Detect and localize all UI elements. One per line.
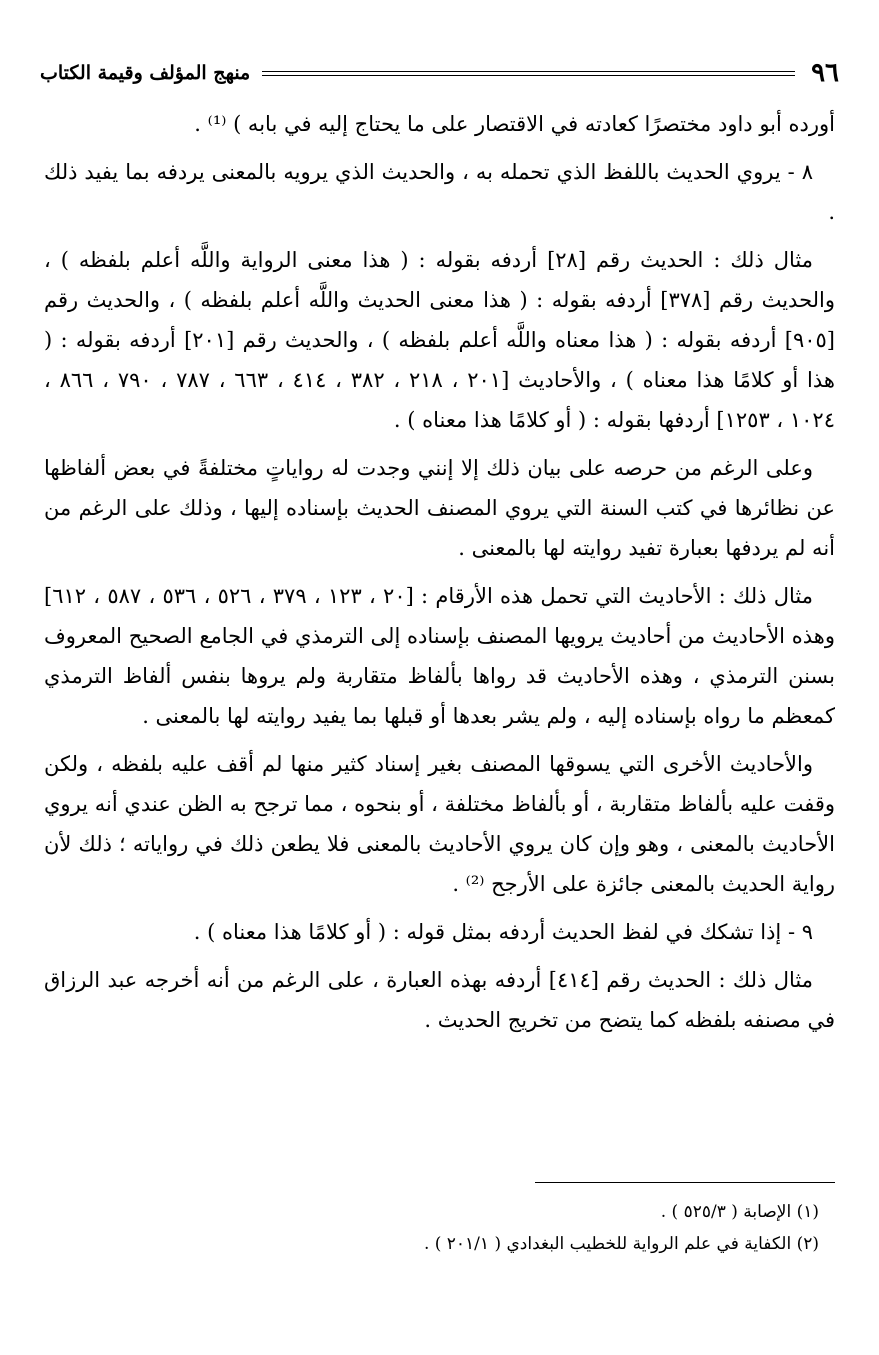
paragraph-3: مثال ذلك : الحديث رقم [٢٨] أردفه بقوله : ( هذا معنى الرواية واللَّه أعلم بلفظه ) ، والحديث رقم [٣٧٨] أردفه بقوله : ( هذا معنى الحديث واللَّه أعلم بلفظه ) ، والحديث رقم [٩٠٥] أردفه بقوله : ( هذا معناه واللَّه أعلم بلفظه ) ، والحديث رقم [٢٠١] أردفه بقوله : ( هذا أو كلامًا هذا معناه ) ، والأحاديث [٢٠١ ، ٢١٨ ، ٣٨٢ ، ٤١٤ ، ٦٦٣ ، ٧٨٧ ، ٧٩٠ ، ٨٦٦ ، ١٠٢٤ ، ١٢٥٣] أردفها بقوله : ( أو كلامًا هذا معناه ) . bbox=[44, 248, 835, 432]
header-rule bbox=[262, 71, 795, 76]
paragraph-6: والأحاديث الأخرى التي يسوقها المصنف بغير إسناد كثير منها لم أقف عليه بلفظه ، ولكن وقفت عليه بألفاظ متقاربة ، أو بألفاظ مختلفة ، أو بنحوه ، مما ترجح به الظن عندي أنه يروي الأحاديث بالمعنى ، وهو وإن كان يروي الأحاديث بالمعنى فلا يطعن ذلك في رواياته ؛ ذلك لأن رواية الحديث بالمعنى جائزة على الأرجح ⁽²⁾ . bbox=[44, 752, 835, 896]
footnotes bbox=[44, 1196, 819, 1260]
paragraph-2: ٨ - يروي الحديث باللفظ الذي تحمله به ، والحديث الذي يرويه بالمعنى يردفه بما يفيد ذلك . bbox=[44, 160, 835, 224]
footnote-1: (١) الإصابة ( ٥٢٥/٣ ) . bbox=[660, 1202, 819, 1222]
body-text bbox=[44, 104, 835, 1048]
footnote-2: (٢) الكفاية في علم الرواية للخطيب البغدادي ( ٢٠١/١ ) . bbox=[423, 1234, 819, 1254]
running-title: منهج المؤلف وقيمة الكتاب bbox=[40, 62, 251, 84]
page-header bbox=[40, 55, 839, 91]
paragraph-7: ٩ - إذا تشكك في لفظ الحديث أردفه بمثل قوله : ( أو كلامًا هذا معناه ) . bbox=[193, 920, 813, 944]
page-number: ٩٦ bbox=[811, 58, 839, 88]
paragraph-8: مثال ذلك : الحديث رقم [٤١٤] أردفه بهذه العبارة ، على الرغم من أنه أخرجه عبد الرزاق في مصنفه بلفظه كما يتضح من تخريج الحديث . bbox=[44, 968, 835, 1032]
paragraph-4: وعلى الرغم من حرصه على بيان ذلك إلا إنني وجدت له رواياتٍ مختلفةً في بعض ألفاظها عن نظائرها في كتب السنة التي يروي المصنف الحديث بإسناده إليها ، وذلك على الرغم من أنه لم يردفها بعبارة تفيد روايته لها بالمعنى . bbox=[44, 456, 835, 560]
paragraph-1: أورده أبو داود مختصرًا كعادته في الاقتصار على ما يحتاج إليه في بابه ) ⁽¹⁾ . bbox=[194, 112, 835, 136]
paragraph-5: مثال ذلك : الأحاديث التي تحمل هذه الأرقام : [٢٠ ، ١٢٣ ، ٣٧٩ ، ٥٢٦ ، ٥٣٦ ، ٥٨٧ ، ٦١٢] وهذه الأحاديث من أحاديث يرويها المصنف بإسناده إلى الترمذي في الجامع الصحيح المعروف بسنن الترمذي ، وهذه الأحاديث قد رواها بألفاظ متقاربة ولم يروها بنفس ألفاظ الترمذي كمعظم ما رواه بإسناده إليه ، ولم يشر بعدها أو قبلها بما يفيد روايته لها بالمعنى . bbox=[44, 584, 835, 728]
footnote-divider bbox=[535, 1182, 835, 1183]
